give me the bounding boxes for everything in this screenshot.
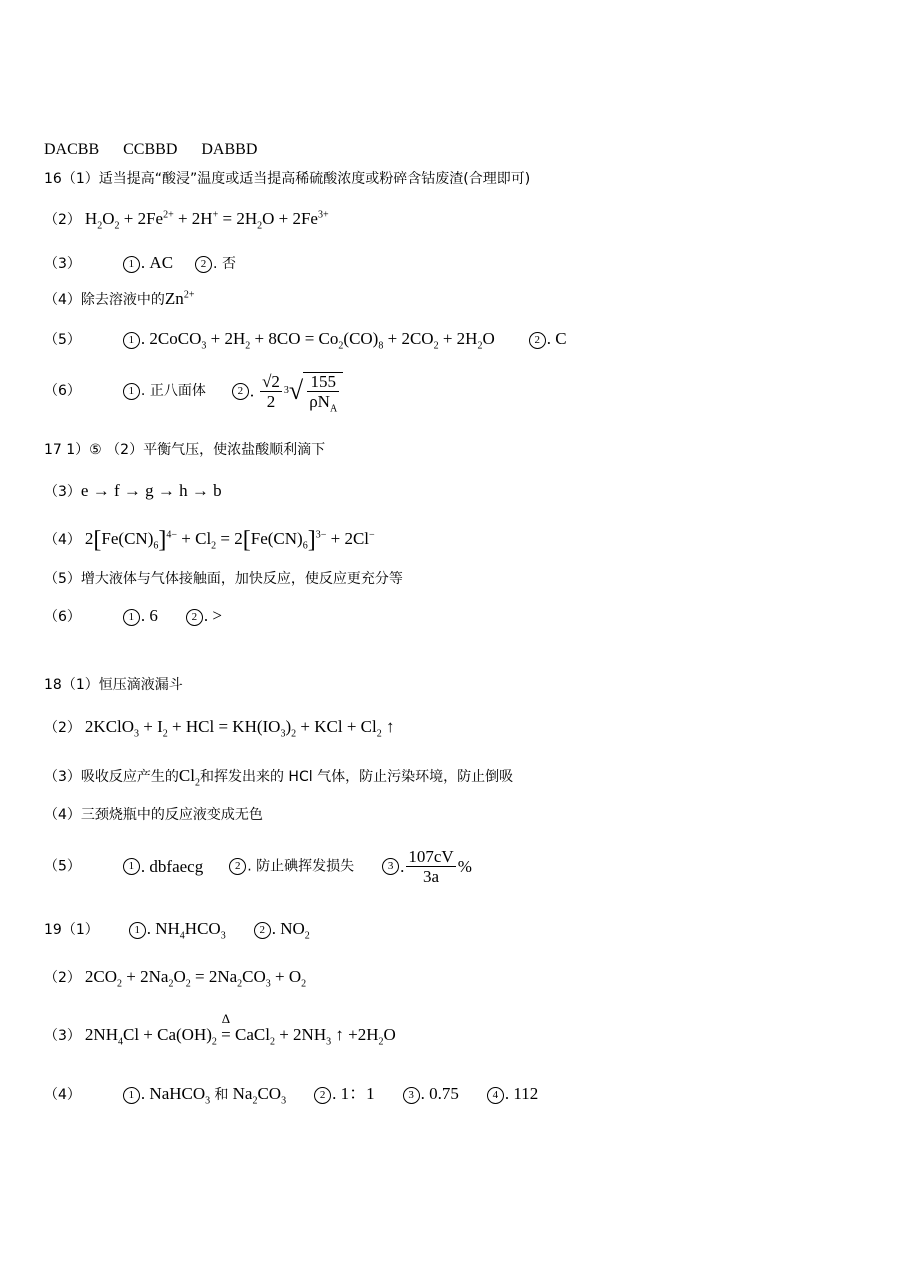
q19-part4-tag: （4） (44, 1087, 81, 1103)
q18-part5-answer-b: . 防止碘挥发损失 (247, 858, 355, 875)
q19-part4-and: 和 (214, 1087, 229, 1103)
q16-part6-radicand: $\frac{155}{\rho N_A}$ (303, 372, 343, 410)
q16-part3-tag: （3） (44, 256, 81, 272)
q19-part3 (44, 1011, 396, 1048)
circled-number-icon: 3 (403, 1087, 420, 1104)
circled-number-icon: 2 (229, 858, 246, 875)
q19-part2-tag: （2） (44, 970, 81, 986)
q16-part5-equation: . 2CoCO$_3$ + $2H_2 + 8CO = Co_2(CO)_8 + 2CO_2 + 2H_2O$ (140, 329, 495, 352)
circled-number-icon: 1 (123, 256, 140, 273)
q16-part6-answer-a: . 正八面体 (140, 383, 206, 399)
q17-part4 (44, 528, 375, 552)
heating-condition: Δ = (221, 1011, 231, 1044)
q18-part2 (44, 717, 395, 740)
q16-part5-answer-b: . C (546, 329, 567, 348)
q19-part3-tag: （3） (44, 1028, 81, 1044)
q19-part3-equation: $2NH_4Cl + Ca(OH)_2$ Δ = CaCl$_2$ + $2NH_3$ ↑ $+2H_2O$ (84, 1011, 396, 1048)
q18-part3-pre: （3）吸收反应产生的 (44, 769, 179, 785)
q19-part1-answer-a: . $NH_4HCO_3$ (146, 919, 226, 942)
q19-part4-answer-c: . 0.75 (420, 1084, 459, 1103)
q17-part3 (44, 482, 222, 500)
q18-part2-equation: 2KClO$_3$ + $I_2$ + HCl = $KH(IO_3)_2$ + KCl + $Cl_2$ ↑ (84, 717, 395, 740)
q16-part3-answer-b: . 否 (213, 256, 236, 272)
q17-part6 (44, 607, 222, 626)
q16-part2 (44, 209, 329, 232)
q17-part4-tag: （4） (44, 532, 81, 548)
circled-number-icon: 2 (232, 383, 249, 400)
q19-part4: （4） 1 . NaHCO$_3$ 和 $Na_2CO_32$ . 1：1 3 . 0.75 4 . 112 (44, 1084, 539, 1107)
q17-part6-answer-a: . 6 (140, 606, 158, 625)
q16-part1 (44, 172, 530, 186)
mc-group-2: CCBBD (123, 141, 178, 158)
q18-part2-tag: （2） (44, 720, 81, 736)
q18-part5-tag: （5） (44, 858, 81, 875)
circled-number-icon: 2 (254, 922, 271, 939)
q18-part1 (44, 678, 183, 692)
circled-number-icon: 3 (382, 858, 399, 875)
q18-part1-text: 18（1）恒压滴液漏斗 (44, 677, 183, 693)
circled-number-icon: 2 (186, 609, 203, 626)
circled-number-icon: 2 (195, 256, 212, 273)
q16-part5-tag: （5） (44, 332, 81, 348)
circled-number-icon: 1 (123, 332, 140, 349)
q17-part5-text: （5）增大液体与气体接触面，加快反应，使反应更充分等 (44, 571, 403, 587)
q19-part4-answer-b: . 1：1 (332, 1084, 375, 1103)
q16-part6-fraction: $\frac{√2}{2}$ (262, 371, 280, 411)
q18-part5: （5） 1 . dbfaecg 2 . 防止碘挥发损失 3 . $\frac{107cV}{3a}$ % (44, 847, 472, 886)
q17-part6-tag: （6） (44, 609, 81, 625)
q18-part3-chlorine: $Cl_2$ (178, 766, 200, 789)
circled-number-icon: 2 (314, 1087, 331, 1104)
mc-answers (44, 142, 257, 158)
q17-part1-text: 17 1）⑤ （2）平衡气压，使浓盐酸顺利滴下 (44, 442, 326, 458)
q19-part1-tag: 19（1） (44, 922, 99, 938)
q16-part2-tag: （2） (44, 212, 81, 228)
circled-number-icon: 1 (129, 922, 146, 939)
q18-part3-post: 和挥发出来的 HCl 气体，防止污染环境，防止倒吸 (199, 769, 514, 785)
q16-part1-text: （1）适当提高“酸浸”温度或适当提高稀硫酸浓度或粉碎含钴废渣(合理即可) (61, 171, 531, 187)
circled-number-icon: 4 (487, 1087, 504, 1104)
q18-part5-fraction: $\frac{107cV}{3a}$ (408, 847, 454, 886)
q17-part5 (44, 572, 403, 586)
percent-sign: % (457, 857, 472, 876)
q16-part4 (44, 290, 194, 308)
q19-part2 (44, 967, 307, 990)
q16-part3-answer-a: . AC (140, 253, 174, 272)
q19-part4-answer-a: . NaHCO$_3$ (140, 1084, 211, 1107)
q17-part4-equation: $2[Fe(CN)_6]^{4-} + Cl_2 = 2[Fe(CN)_6]^{3-} + 2Cl^-$ (84, 527, 375, 553)
circled-number-icon: 1 (123, 1087, 140, 1104)
q16-part4-ion: $Zn^{2+}$ (164, 289, 195, 308)
q17-part3-tag: （3） (44, 484, 81, 500)
radical-sign-icon: √ (288, 376, 304, 405)
q17-part6-answer-b: . > (203, 606, 223, 625)
q18-part4-text: （4）三颈烧瓶中的反应液变成无色 (44, 807, 263, 823)
q16-part6: （6） 1 . 正八面体 2 . $\frac{√2}{2}$ 3√ $\frac{155}{\rho N_A}$ (44, 372, 343, 410)
circled-number-icon: 1 (123, 858, 140, 875)
q17-part3-sequence: e → f → g → h → b (80, 481, 222, 500)
q16-part4-text: （4）除去溶液中的 (44, 292, 165, 308)
circled-number-icon: 1 (123, 609, 140, 626)
q19-part4-answer-d: . 112 (504, 1084, 539, 1103)
mc-group-3: DABBD (201, 141, 258, 158)
q17-part1-2 (44, 443, 325, 457)
q18-part3 (44, 766, 514, 789)
q18-part5-answer-a: . dbfaecg (140, 857, 204, 876)
q19-part2-equation: $2CO_2 + 2Na_2O_2 = 2Na_2CO_3 + O_2$ (84, 967, 307, 990)
q19-part1-answer-b: . $NO_2$ (271, 919, 310, 942)
cube-root-index: 3 (283, 385, 289, 396)
q18-part4 (44, 808, 263, 822)
q16-part2-equation: $H_2O_2 + 2Fe^{2+} + 2H^+ = 2H_2O + 2Fe^{3+}$ (84, 209, 329, 232)
q19-part1 (44, 919, 310, 942)
mc-group-1: DACBB (44, 141, 100, 158)
q16-part3 (44, 254, 236, 273)
circled-number-icon: 2 (529, 332, 546, 349)
circled-number-icon: 1 (123, 383, 140, 400)
q16-part5 (44, 329, 567, 352)
q16-number: 16 (44, 171, 62, 187)
q16-part6-tag: （6） (44, 383, 81, 399)
